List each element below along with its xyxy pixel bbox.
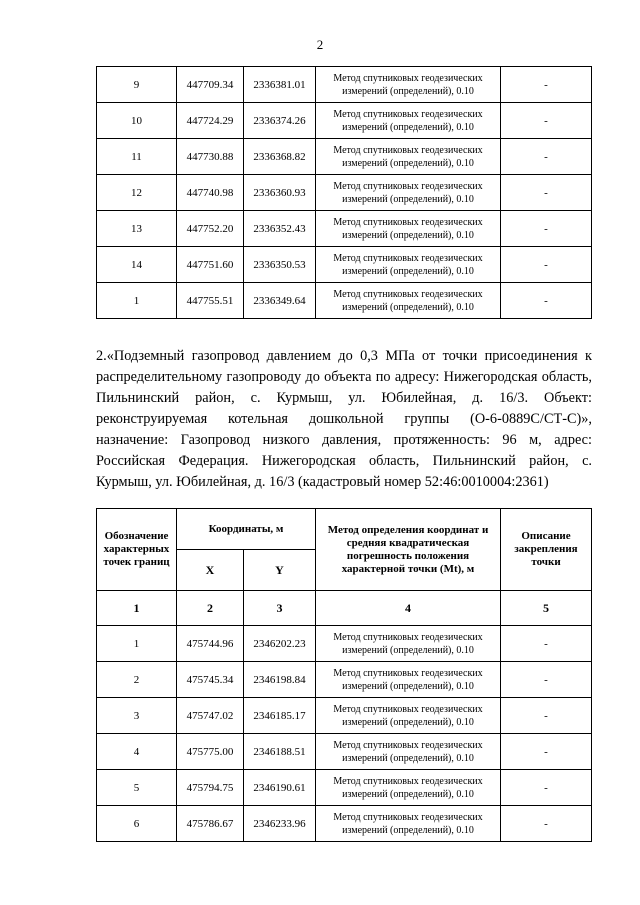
column-index: 2 (177, 591, 244, 626)
point-number-cell: 10 (97, 103, 177, 139)
point-number-cell: 13 (97, 211, 177, 247)
point-number-cell: 14 (97, 247, 177, 283)
x-coordinate-cell: 447740.98 (177, 175, 244, 211)
x-coordinate-cell: 475745.34 (177, 662, 244, 698)
point-number-cell: 1 (97, 626, 177, 662)
table-row (97, 734, 592, 770)
description-cell: - (501, 67, 592, 103)
y-coordinate-cell: 2346190.61 (244, 770, 316, 806)
y-coordinate-cell: 2346198.84 (244, 662, 316, 698)
y-coordinate-cell: 2336349.64 (244, 283, 316, 319)
method-cell: Метод спутниковых геодезических измерений (определений), 0.10 (316, 283, 501, 319)
x-coordinate-cell: 447730.88 (177, 139, 244, 175)
x-coordinate-cell: 475786.67 (177, 806, 244, 842)
y-coordinate-cell: 2336381.01 (244, 67, 316, 103)
column-index-row (97, 591, 592, 626)
point-number-cell: 11 (97, 139, 177, 175)
y-coordinate-cell: 2346202.23 (244, 626, 316, 662)
table-row (97, 211, 592, 247)
description-cell: - (501, 770, 592, 806)
y-coordinate-cell: 2336368.82 (244, 139, 316, 175)
x-coordinate-cell: 447724.29 (177, 103, 244, 139)
description-cell: - (501, 139, 592, 175)
table-row (97, 770, 592, 806)
y-coordinate-cell: 2346185.17 (244, 698, 316, 734)
table-row (97, 662, 592, 698)
y-coordinate-cell: 2336350.53 (244, 247, 316, 283)
header-description: Описание закрепления точки (501, 509, 592, 591)
x-coordinate-cell: 475794.75 (177, 770, 244, 806)
description-cell: - (501, 662, 592, 698)
column-index: 1 (97, 591, 177, 626)
table-row (97, 698, 592, 734)
object-description-paragraph: 2.«Подземный газопровод давлением до 0,3 МПа от точки присоединения к распределительному газопроводу до объекта по адресу: Нижегородская область, Пильнинский район, с. Курмыш, ул. Юбилейная, д. 16/3. Объект: реконструируемая котельная дошкольной группы (О-6-0889С/СТ-С)», назначение: Газопровод низкого давления, протяженность: 96 м, адрес: Российская Федерация. Нижегородская область, Пильнинский район, с. Курмыш, ул. Юбилейная, д. 16/3 (кадастровый номер 52:46:0010004:2361) (96, 348, 592, 490)
point-number-cell: 4 (97, 734, 177, 770)
point-number-cell: 2 (97, 662, 177, 698)
coordinates-table (96, 508, 592, 842)
method-cell: Метод спутниковых геодезических измерений (определений), 0.10 (316, 626, 501, 662)
method-cell: Метод спутниковых геодезических измерений (определений), 0.10 (316, 139, 501, 175)
header-point-designation: Обозначение характерных точек границ (97, 509, 177, 591)
column-index: 4 (316, 591, 501, 626)
method-cell: Метод спутниковых геодезических измерений (определений), 0.10 (316, 770, 501, 806)
table-row (97, 247, 592, 283)
table-row (97, 806, 592, 842)
x-coordinate-cell: 447709.34 (177, 67, 244, 103)
page-number: 2 (316, 37, 324, 52)
method-cell: Метод спутниковых геодезических измерений (определений), 0.10 (316, 734, 501, 770)
x-coordinate-cell: 447755.51 (177, 283, 244, 319)
method-cell: Метод спутниковых геодезических измерений (определений), 0.10 (316, 662, 501, 698)
description-cell: - (501, 626, 592, 662)
method-cell: Метод спутниковых геодезических измерений (определений), 0.10 (316, 806, 501, 842)
y-coordinate-cell: 2336374.26 (244, 103, 316, 139)
point-number-cell: 3 (97, 698, 177, 734)
x-coordinate-cell: 475775.00 (177, 734, 244, 770)
header-y: Y (244, 550, 316, 591)
point-number-cell: 1 (97, 283, 177, 319)
table-row (97, 67, 592, 103)
header-coordinates: Координаты, м (177, 509, 316, 550)
table-row (97, 283, 592, 319)
x-coordinate-cell: 475747.02 (177, 698, 244, 734)
header-method: Метод определения координат и средняя квадратическая погрешность положения характерной точки (Mt), м (316, 509, 501, 591)
description-cell: - (501, 806, 592, 842)
description-cell: - (501, 211, 592, 247)
column-index: 5 (501, 591, 592, 626)
point-number-cell: 5 (97, 770, 177, 806)
point-number-cell: 9 (97, 67, 177, 103)
point-number-cell: 6 (97, 806, 177, 842)
method-cell: Метод спутниковых геодезических измерений (определений), 0.10 (316, 698, 501, 734)
description-cell: - (501, 103, 592, 139)
coordinates-table-continued (96, 66, 592, 319)
description-cell: - (501, 698, 592, 734)
description-cell: - (501, 283, 592, 319)
header-x: X (177, 550, 244, 591)
column-index: 3 (244, 591, 316, 626)
description-cell: - (501, 175, 592, 211)
description-cell: - (501, 247, 592, 283)
coordinates-table-continued-body (97, 67, 592, 319)
y-coordinate-cell: 2346233.96 (244, 806, 316, 842)
x-coordinate-cell: 447751.60 (177, 247, 244, 283)
x-coordinate-cell: 475744.96 (177, 626, 244, 662)
y-coordinate-cell: 2336352.43 (244, 211, 316, 247)
y-coordinate-cell: 2336360.93 (244, 175, 316, 211)
description-cell: - (501, 734, 592, 770)
table-row (97, 139, 592, 175)
coordinates-table-body (97, 591, 592, 842)
method-cell: Метод спутниковых геодезических измерений (определений), 0.10 (316, 103, 501, 139)
table-row (97, 175, 592, 211)
method-cell: Метод спутниковых геодезических измерений (определений), 0.10 (316, 211, 501, 247)
table-row (97, 103, 592, 139)
method-cell: Метод спутниковых геодезических измерений (определений), 0.10 (316, 175, 501, 211)
method-cell: Метод спутниковых геодезических измерений (определений), 0.10 (316, 67, 501, 103)
y-coordinate-cell: 2346188.51 (244, 734, 316, 770)
method-cell: Метод спутниковых геодезических измерений (определений), 0.10 (316, 247, 501, 283)
point-number-cell: 12 (97, 175, 177, 211)
x-coordinate-cell: 447752.20 (177, 211, 244, 247)
table-row (97, 626, 592, 662)
